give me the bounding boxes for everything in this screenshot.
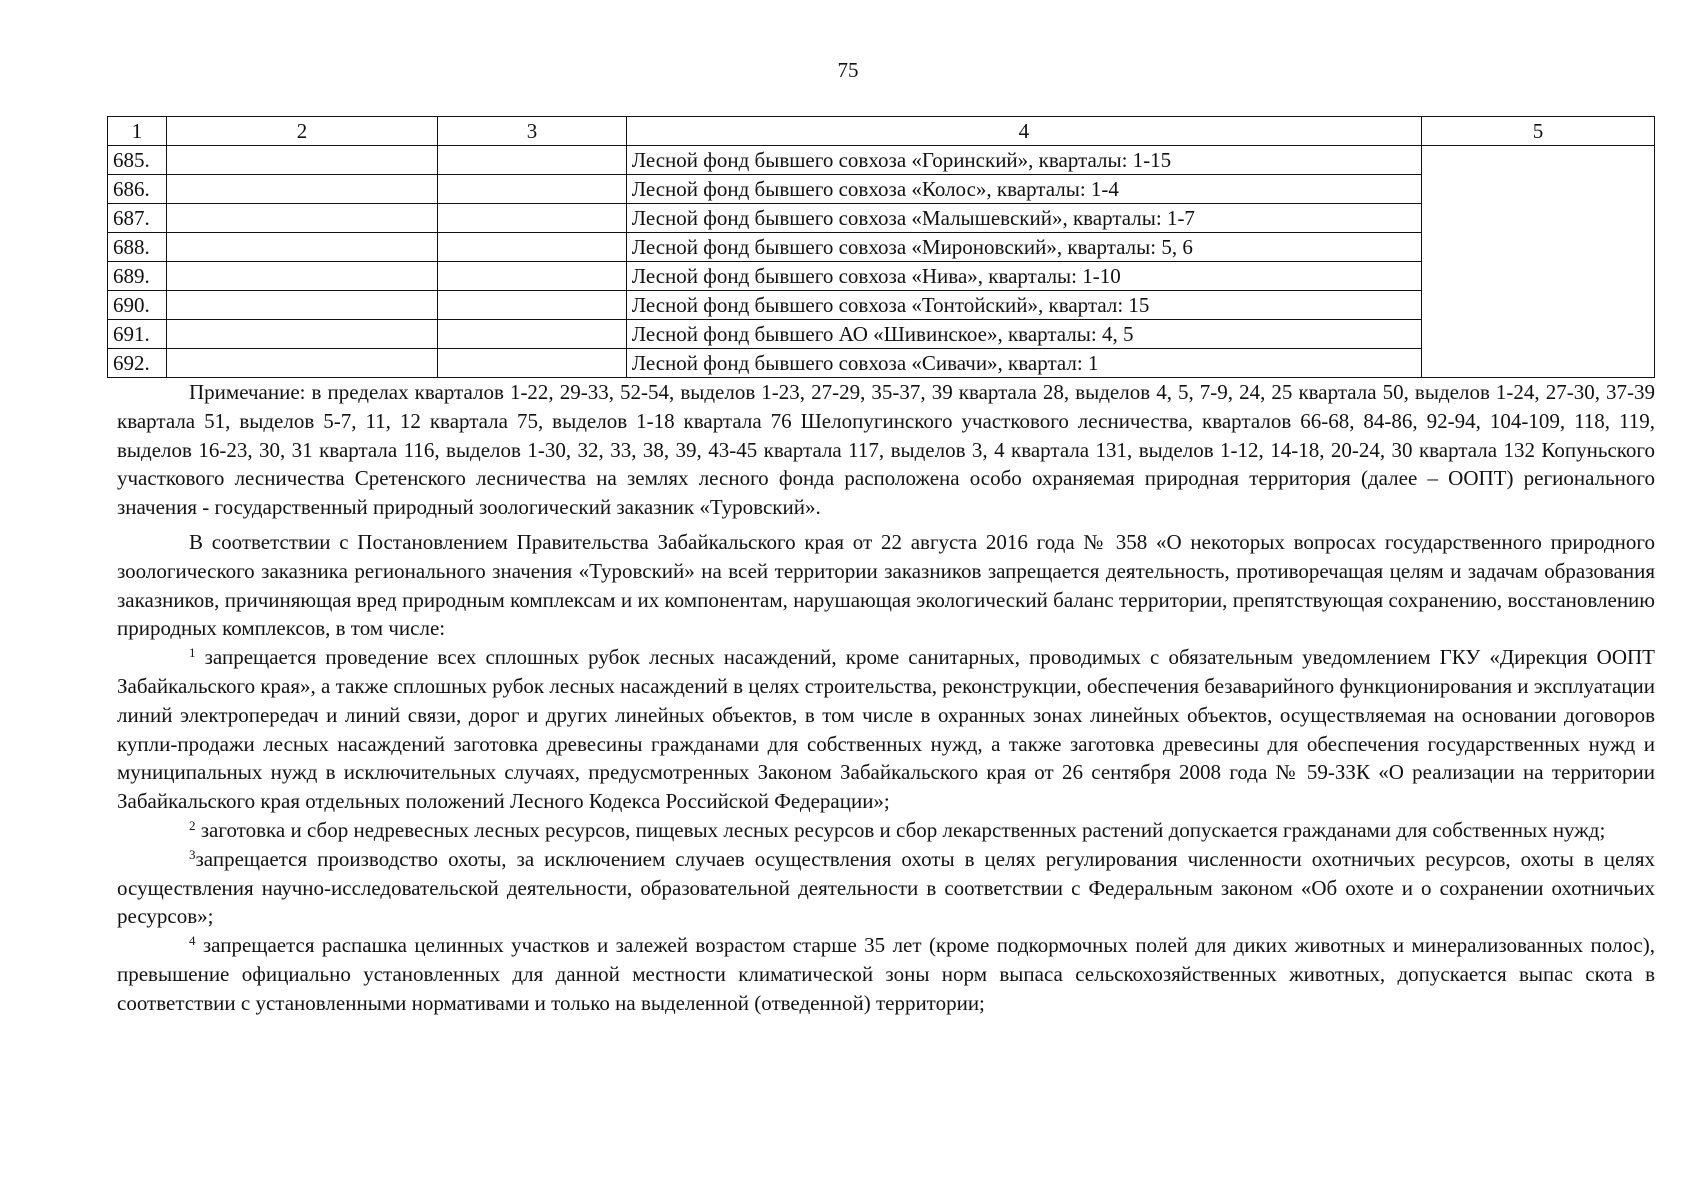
intro-paragraph: В соответствии с Постановлением Правительства Забайкальского края от 22 августа 2016 года № 358 «О некоторых вопросах государственного природного зоологического заказника регионального значения «Туровский» на всей территории заказников запрещается деятельность, противоречащая целям и задачам образования заказников, причиняющая вред природным комплексам и их компонентам, нарушающая экологический баланс территории, препятствующая сохранению, восстановлению природных комплексов, в том числе: (117, 529, 1655, 641)
column-header-3: 3 (438, 117, 626, 146)
restriction-text: запрещается распашка целинных участков и залежей возрастом старше 35 лет (кроме подкормочных полей для диких животных и минерализованных полос), превышение официально установленных для данной местности климатической зоны норм выпаса сельскохозяйственных животных, допускается выпас скота в соответствии с установленными нормативами и только на выделенной (отведенной) территории; (117, 933, 1655, 1015)
forest-fund-table (107, 116, 1655, 378)
row-number: 689. (108, 262, 167, 291)
cell-col2 (166, 320, 438, 349)
restriction-item-2 (117, 816, 1655, 845)
footnote-mark: 2 (189, 817, 196, 833)
cell-description: Лесной фонд бывшего совхоза «Тонтойский», квартал: 15 (626, 291, 1421, 320)
cell-description: Лесной фонд бывшего совхоза «Малышевский», кварталы: 1-7 (626, 204, 1421, 233)
page-number: 75 (837, 58, 859, 82)
cell-col5-merged (1421, 146, 1654, 378)
cell-col3 (438, 291, 626, 320)
cell-col3 (438, 175, 626, 204)
cell-col2 (166, 262, 438, 291)
restriction-text: запрещается проведение всех сплошных рубок лесных насаждений, кроме санитарных, проводимых с обязательным уведомлением ГКУ «Дирекция ООПТ Забайкальского края», а также сплошных рубок лесных насаждений в целях строительства, реконструкции, обеспечения безаварийного функционирования и эксплуатации линий электропередач и линий связи, дорог и других линейных объектов, в том числе в охранных зонах линейных объектов, осуществляемая на основании договоров купли-продажи лесных насаждений заготовка древесины гражданами для собственных нужд, а также заготовка древесины для обеспечения государственных нужд и муниципальных нужд в исключительных случаях, предусмотренных Законом Забайкальского края от 26 сентября 2008 года № 59-ЗЗК «О реализации на территории Забайкальского края отдельных положений Лесного Кодекса Российской Федерации»; (117, 645, 1656, 814)
cell-description: Лесной фонд бывшего АО «Шивинское», кварталы: 4, 5 (626, 320, 1421, 349)
cell-col3 (438, 204, 626, 233)
column-header-1: 1 (108, 117, 167, 146)
cell-description: Лесной фонд бывшего совхоза «Нива», кварталы: 1-10 (626, 262, 1421, 291)
row-number: 686. (108, 175, 167, 204)
restriction-text: запрещается производство охоты, за исключением случаев осуществления охоты в целях регулирования численности охотничьих ресурсов, охоты в целях осуществления научно-исследовательской деятельности, образовательной деятельности в соответствии с Федеральным законом «Об охоте и о сохранении охотничьих ресурсов»; (117, 846, 1655, 929)
cell-description: Лесной фонд бывшего совхоза «Мироновский», кварталы: 5, 6 (626, 233, 1421, 262)
row-number: 685. (108, 146, 167, 175)
row-number: 690. (108, 291, 167, 320)
column-header-5: 5 (1421, 117, 1654, 146)
column-header-2: 2 (166, 117, 438, 146)
row-number: 691. (108, 320, 167, 349)
document-body (117, 378, 1655, 1018)
cell-col2 (166, 233, 438, 262)
table-header-row (108, 117, 1655, 146)
cell-description: Лесной фонд бывшего совхоза «Горинский», кварталы: 1-15 (626, 146, 1421, 175)
cell-col3 (438, 349, 626, 378)
cell-col2 (166, 291, 438, 320)
cell-col3 (438, 146, 626, 175)
cell-col2 (166, 349, 438, 378)
cell-col3 (438, 320, 626, 349)
restriction-item-3 (117, 845, 1655, 931)
cell-description: Лесной фонд бывшего совхоза «Сивачи», квартал: 1 (626, 349, 1421, 378)
restriction-text: заготовка и сбор недревесных лесных ресурсов, пищевых лесных ресурсов и сбор лекарственных растений допускается гражданами для собственных нужд; (200, 817, 1606, 842)
footnote-mark: 3 (189, 846, 196, 862)
footnote-mark: 1 (189, 645, 196, 661)
cell-col2 (166, 175, 438, 204)
table-row (108, 146, 1655, 175)
restriction-item-1 (117, 643, 1655, 816)
cell-col3 (438, 233, 626, 262)
cell-col2 (166, 146, 438, 175)
footnote-mark: 4 (189, 933, 196, 949)
row-number: 688. (108, 233, 167, 262)
restriction-item-4 (117, 931, 1655, 1017)
cell-col3 (438, 262, 626, 291)
note-paragraph: Примечание: в пределах кварталов 1-22, 29-33, 52-54, выделов 1-23, 27-29, 35-37, 39 квартала 28, выделов 4, 5, 7-9, 24, 25 квартала 50, выделов 1-24, 27-30, 37-39 квартала 51, выделов 5-7, 11, 12 квартала 75, выделов 1-18 квартала 76 Шелопугинского участкового лесничества, кварталов 66-68, 84-86, 92-94, 104-109, 118, 119, выделов 16-23, 30, 31 квартала 116, выделов 1-30, 32, 33, 38, 39, 43-45 квартала 117, выделов 3, 4 квартала 131, выделов 1-12, 14-18, 20-24, 30 квартала 132 Копуньского участкового лесничества Сретенского лесничества на землях лесного фонда расположена особо охраняемая природная территория (далее – ООПТ) регионального значения - государственный природный зоологический заказник «Туровский». (117, 380, 1655, 520)
column-header-4: 4 (626, 117, 1421, 146)
row-number: 687. (108, 204, 167, 233)
cell-col2 (166, 204, 438, 233)
cell-description: Лесной фонд бывшего совхоза «Колос», кварталы: 1-4 (626, 175, 1421, 204)
row-number: 692. (108, 349, 167, 378)
